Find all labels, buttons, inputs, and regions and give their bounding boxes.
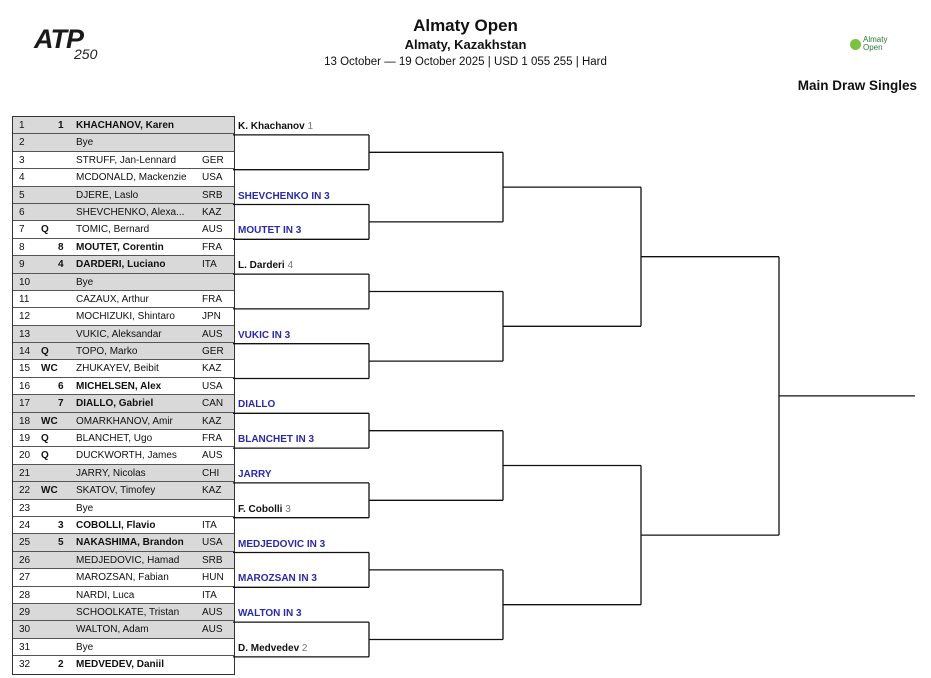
player-name: SKATOV, Timofey <box>76 485 156 497</box>
round-two-label <box>238 434 314 445</box>
country-code: GER <box>202 154 224 166</box>
winner-name: DIALLO <box>238 399 276 411</box>
player-name: KHACHANOV, Karen <box>76 120 174 131</box>
entry-type: Q <box>41 450 49 462</box>
country-code: KAZ <box>202 206 222 218</box>
player-name: MAROZSAN, Fabian <box>76 572 169 584</box>
round-two-label <box>238 121 313 132</box>
seed-number: 2 <box>58 659 64 671</box>
country-code: AUS <box>202 224 223 236</box>
player-name: ZHUKAYEV, Beibit <box>76 363 159 375</box>
entry-type: WC <box>41 485 58 497</box>
player-name: COBOLLI, Flavio <box>76 519 156 531</box>
entry-type: Q <box>41 224 49 236</box>
draw-position: 15 <box>19 363 31 375</box>
country-code: KAZ <box>202 485 222 497</box>
draw-position: 6 <box>19 206 25 218</box>
draw-position: 22 <box>19 485 31 497</box>
winner-seed: 1 <box>307 120 314 132</box>
draw-position: 30 <box>19 624 31 636</box>
seed-number: 6 <box>58 380 64 392</box>
draw-position: 4 <box>19 172 25 184</box>
tournament-location: Almaty, Kazakhstan <box>404 37 527 52</box>
draw-position: 2 <box>19 137 25 149</box>
draw-position: 21 <box>19 467 31 479</box>
seed-number: 8 <box>58 241 64 253</box>
winner-name: F. Cobolli <box>238 503 283 515</box>
country-code: KAZ <box>202 363 222 375</box>
country-code: ITA <box>202 589 217 601</box>
draw-position: 23 <box>19 502 31 514</box>
winner-seed: 4 <box>287 260 294 272</box>
player-name: OMARKHANOV, Amir <box>76 415 173 427</box>
seed-number: 1 <box>58 120 64 131</box>
country-code: USA <box>202 380 223 392</box>
draw-position: 1 <box>19 120 25 131</box>
winner-name: D. Medvedev <box>238 642 300 654</box>
draw-position: 20 <box>19 450 31 462</box>
country-code: JPN <box>202 311 221 323</box>
player-name: MICHELSEN, Alex <box>76 380 162 392</box>
winner-name: L. Darderi <box>238 260 285 272</box>
draw-position: 9 <box>19 259 25 271</box>
winner-name: SHEVCHENKO IN 3 <box>238 190 330 202</box>
round-two-label <box>238 225 301 236</box>
seed-number: 3 <box>58 519 64 531</box>
player-name: WALTON, Adam <box>76 624 149 636</box>
country-code: SRB <box>202 554 223 566</box>
draw-position: 17 <box>19 398 31 410</box>
winner-seed: 3 <box>285 503 291 515</box>
draw-position: 13 <box>19 328 31 340</box>
draw-position: 5 <box>19 189 25 201</box>
country-code: FRA <box>202 241 222 253</box>
entry-type: WC <box>41 363 58 375</box>
country-code: KAZ <box>202 415 222 427</box>
draw-position: 26 <box>19 554 31 566</box>
country-code: GER <box>202 346 224 358</box>
player-name: MCDONALD, Mackenzie <box>76 172 187 184</box>
player-name: MEDVEDEV, Daniil <box>76 659 164 671</box>
player-name: DIALLO, Gabriel <box>76 398 154 410</box>
draw-position: 10 <box>19 276 31 288</box>
draw-position: 28 <box>19 589 31 601</box>
seed-number: 7 <box>58 398 64 410</box>
player-name: MEDJEDOVIC, Hamad <box>76 554 180 566</box>
player-name: STRUFF, Jan-Lennard <box>76 154 177 166</box>
winner-seed: 2 <box>301 642 308 654</box>
round-two-label <box>238 260 293 271</box>
winner-name: BLANCHET IN 3 <box>238 434 315 446</box>
winner-name: MAROZSAN IN 3 <box>238 573 317 585</box>
country-code: CHI <box>202 467 220 479</box>
draw-position: 24 <box>19 519 31 531</box>
player-name: Bye <box>76 137 94 149</box>
winner-name: WALTON IN 3 <box>238 608 302 620</box>
draw-position: 27 <box>19 572 31 584</box>
player-name: TOMIC, Bernard <box>76 224 150 236</box>
player-name: TOPO, Marko <box>76 346 138 358</box>
country-code: AUS <box>202 328 223 340</box>
player-name: DJERE, Laslo <box>76 189 139 201</box>
player-name: SCHOOLKATE, Tristan <box>76 606 180 618</box>
winner-name: MOUTET IN 3 <box>238 225 302 237</box>
player-name: Bye <box>76 502 94 514</box>
round-two-label <box>238 573 317 584</box>
player-name: MOUTET, Corentin <box>76 241 164 253</box>
country-code: AUS <box>202 606 223 618</box>
country-code: ITA <box>202 259 217 271</box>
draw-type-title: Main Draw Singles <box>797 78 917 93</box>
draw-position: 18 <box>19 415 31 427</box>
player-name: DUCKWORTH, James <box>76 450 177 462</box>
draw-position: 11 <box>19 293 30 305</box>
winner-name: MEDJEDOVIC IN 3 <box>238 538 326 550</box>
round-two-label <box>238 330 290 341</box>
winner-name: VUKIC IN 3 <box>238 329 291 341</box>
country-code: USA <box>202 172 223 184</box>
player-name: NARDI, Luca <box>76 589 135 601</box>
country-code: ITA <box>202 519 217 531</box>
entry-type: Q <box>41 346 49 358</box>
round-two-label <box>238 399 275 410</box>
tournament-title: Almaty Open <box>413 16 518 35</box>
country-code: FRA <box>202 293 222 305</box>
draw-position: 3 <box>19 154 25 166</box>
draw-position: 25 <box>19 537 31 549</box>
sponsor-line-1: Almaty <box>863 35 888 44</box>
entry-type: Q <box>41 433 49 445</box>
country-code: SRB <box>202 189 223 201</box>
round-two-label <box>238 539 325 550</box>
winner-name: K. Khachanov <box>238 120 305 132</box>
draw-position: 12 <box>19 311 31 323</box>
country-code: AUS <box>202 450 223 462</box>
sponsor-line-2: Open <box>863 43 883 52</box>
winner-name: JARRY <box>238 468 272 480</box>
player-name: VUKIC, Aleksandar <box>76 328 162 340</box>
country-code: CAN <box>202 398 224 410</box>
atp-level-text: 250 <box>74 46 98 62</box>
draw-position: 31 <box>19 641 31 653</box>
seed-number: 5 <box>58 537 64 549</box>
player-name: Bye <box>76 276 94 288</box>
draw-position: 32 <box>19 659 31 671</box>
country-code: AUS <box>202 624 223 636</box>
player-name: MOCHIZUKI, Shintaro <box>76 311 175 323</box>
player-name: JARRY, Nicolas <box>76 467 146 479</box>
entry-type: WC <box>41 415 58 427</box>
player-name: CAZAUX, Arthur <box>76 293 149 305</box>
seed-number: 4 <box>58 259 64 271</box>
country-code: USA <box>202 537 223 549</box>
round-two-label <box>238 504 291 515</box>
player-name: SHEVCHENKO, Alexa... <box>76 206 185 218</box>
country-code: HUN <box>202 572 224 584</box>
draw-position: 14 <box>19 346 31 358</box>
draw-position: 29 <box>19 606 31 618</box>
draw-position: 7 <box>19 224 25 236</box>
round-two-label <box>238 608 302 619</box>
draw-position: 8 <box>19 241 25 253</box>
country-code: FRA <box>202 433 222 445</box>
player-name: NAKASHIMA, Brandon <box>76 537 184 549</box>
round-two-label <box>238 469 272 480</box>
player-name: DARDERI, Luciano <box>76 259 166 271</box>
player-name: BLANCHET, Ugo <box>76 433 153 445</box>
round-two-label <box>238 643 307 654</box>
round-two-label <box>238 191 330 202</box>
player-name: Bye <box>76 641 94 653</box>
draw-position: 19 <box>19 433 31 445</box>
draw-position: 16 <box>19 380 31 392</box>
tournament-info: 13 October — 19 October 2025 | USD 1 055 255 | Hard <box>324 56 607 68</box>
atp-logo-text: ATP <box>34 24 83 54</box>
